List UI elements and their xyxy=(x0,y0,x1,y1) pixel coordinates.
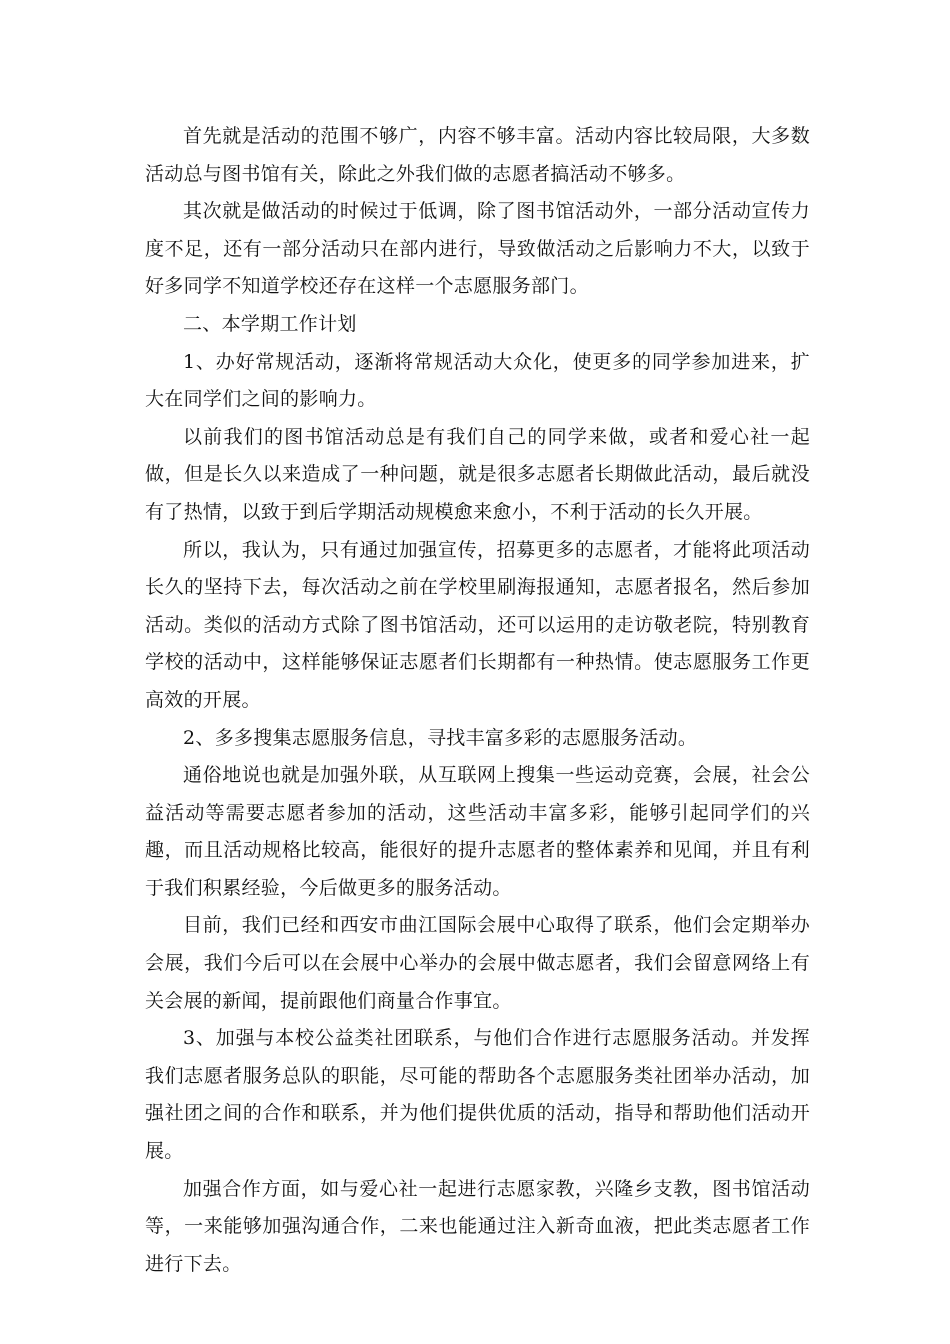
paragraph-problem-scope: 首先就是活动的范围不够广，内容不够丰富。活动内容比较局限，大多数活动总与图书馆有关，除此之外我们做的志愿者搞活动不够多。 xyxy=(145,125,810,185)
paragraph-plan-item-1: 1、办好常规活动，逐渐将常规活动大众化，使更多的同学参加进来，扩大在同学们之间的影响力。 xyxy=(145,350,810,411)
paragraph-recruitment: 所以，我认为，只有通过加强宣传，招募更多的志愿者，才能将此项活动长久的坚持下去，每次活动之前在学校里刷海报通知，志愿者报名，然后参加活动。类似的活动方式除了图书馆活动，还可以运用的走访敬老院，特别教育学校的活动中，这样能够保证志愿者们长期都有一种热情。使志愿服务工作更高效的开展。 xyxy=(145,538,810,711)
paragraph-plan-item-2: 2、多多搜集志愿服务信息，寻找丰富多彩的志愿服务活动。 xyxy=(183,726,698,749)
paragraph-exhibition-center: 目前，我们已经和西安市曲江国际会展中心取得了联系，他们会定期举办会展，我们今后可以在会展中心举办的会展中做志愿者，我们会留意网络上有关会展的新闻，提前跟他们商量合作事宜。 xyxy=(145,914,810,1012)
paragraph-external-contacts: 通俗地说也就是加强外联，从互联网上搜集一些运动竞赛，会展，社会公益活动等需要志愿者参加的活动，这些活动丰富多彩，能够引起同学们的兴趣，而且活动规格比较高，能很好的提升志愿者的整体素养和见闻，并且有利于我们积累经验，今后做更多的服务活动。 xyxy=(145,764,810,899)
paragraph-library-activity: 以前我们的图书馆活动总是有我们自己的同学来做，或者和爱心社一起做，但是长久以来造成了一种问题，就是很多志愿者长期做此活动，最后就没有了热情，以致于到后学期活动规模愈来愈小，不利于活动的长久开展。 xyxy=(145,425,810,523)
paragraph-plan-item-3: 3、加强与本校公益类社团联系，与他们合作进行志愿服务活动。并发挥我们志愿者服务总队的职能，尽可能的帮助各个志愿服务类社团举办活动，加强社团之间的合作和联系，并为他们提供优质的活动，指导和帮助他们活动开展。 xyxy=(145,1027,810,1163)
paragraph-cooperation: 加强合作方面，如与爱心社一起进行志愿家教，兴隆乡支教，图书馆活动等，一来能够加强沟通合作，二来也能通过注入新奇血液，把此类志愿者工作进行下去。 xyxy=(145,1177,810,1275)
section-heading-work-plan: 二、本学期工作计划 xyxy=(183,312,357,335)
paragraph-problem-publicity: 其次就是做活动的时候过于低调，除了图书馆活动外，一部分活动宣传力度不足，还有一部分活动只在部内进行，导致做活动之后影响力不大，以致于好多同学不知道学校还存在这样一个志愿服务部门。 xyxy=(145,200,810,298)
document-body xyxy=(145,118,810,1283)
